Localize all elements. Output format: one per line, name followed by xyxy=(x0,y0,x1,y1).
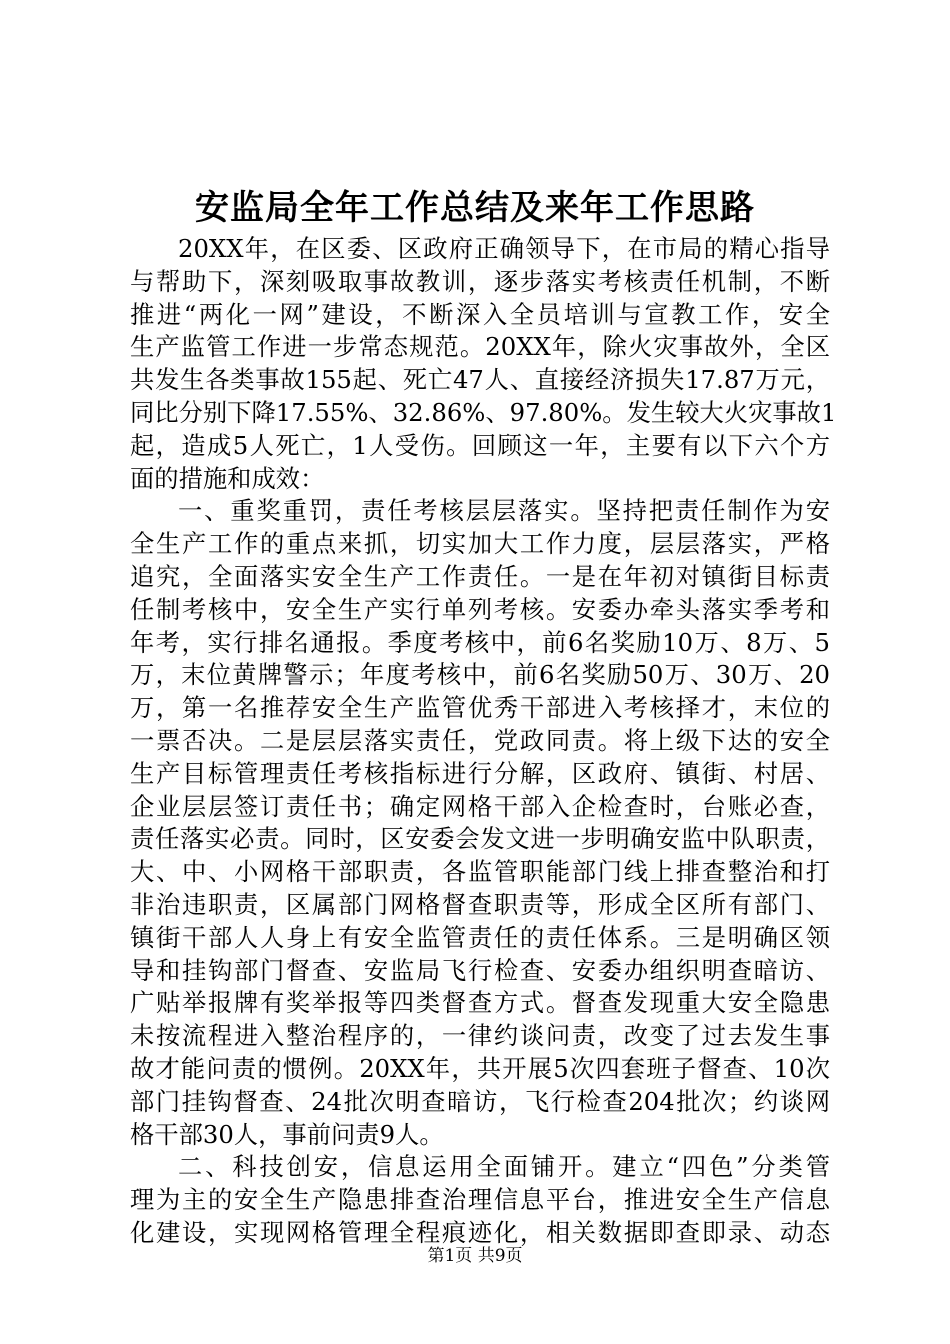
text-line: 任制考核中，安全生产实行单列考核。安委办牵头落实季考和 xyxy=(130,594,830,624)
text-line: 面的措施和成效： xyxy=(130,463,325,493)
text-line: 责任落实必责。同时，区安委会发文进一步明确安监中队职责， xyxy=(130,824,830,854)
text-line: 广贴举报牌有奖举报等四类督查方式。督查发现重大安全隐患 xyxy=(130,988,830,1018)
text-line: 大、中、小网格干部职责，各监管职能部门线上排查整治和打 xyxy=(130,857,830,887)
text-line: 格干部30人，事前问责9人。 xyxy=(130,1119,444,1149)
document-body xyxy=(130,233,837,1250)
text-line: 部门挂钩督查、24批次明查暗访，飞行检查204批次；约谈网 xyxy=(130,1086,830,1116)
text-line: 生产目标管理责任考核指标进行分解，区政府、镇街、村居、 xyxy=(130,758,830,788)
text-line: 一、重奖重罚，责任考核层层落实。坚持把责任制作为安 xyxy=(178,496,830,526)
text-line: 推进“两化一网”建设，不断深入全员培训与宣教工作，安全 xyxy=(130,299,830,329)
text-line: 一票否决。二是层层落实责任，党政同责。将上级下达的安全 xyxy=(130,725,830,755)
text-line: 镇街干部人人身上有安全监管责任的责任体系。三是明确区领 xyxy=(130,922,830,952)
text-line: 万，末位黄牌警示；年度考核中，前6名奖励50万、30万、20 xyxy=(130,660,830,690)
text-line: 非治违职责，区属部门网格督查职责等，形成全区所有部门、 xyxy=(130,889,830,919)
text-line: 故才能问责的惯例。20XX年，共开展5次四套班子督查、10次 xyxy=(130,1053,830,1083)
text-line: 未按流程进入整治程序的，一律约谈问责，改变了过去发生事 xyxy=(130,1021,830,1051)
text-line: 全生产工作的重点来抓，切实加大工作力度，层层落实，严格 xyxy=(130,529,830,559)
text-line: 同比分别下降17.55%、32.86%、97.80%。发生较大火灾事故1 xyxy=(130,397,837,427)
text-line: 追究，全面落实安全生产工作责任。一是在年初对镇街目标责 xyxy=(130,561,830,591)
text-line: 二、科技创安，信息运用全面铺开。建立“四色”分类管 xyxy=(178,1152,830,1182)
text-line: 万，第一名推荐安全生产监管优秀干部进入考核择才，末位的 xyxy=(130,693,830,723)
text-line: 共发生各类事故155起、死亡47人、直接经济损失17.87万元， xyxy=(130,365,830,395)
text-line: 20XX年，在区委、区政府正确领导下，在市局的精心指导 xyxy=(178,234,830,263)
text-line: 起，造成5人死亡，1人受伤。回顾这一年，主要有以下六个方 xyxy=(130,430,830,460)
text-line: 理为主的安全生产隐患排查治理信息平台，推进安全生产信息 xyxy=(130,1185,830,1215)
text-line: 与帮助下，深刻吸取事故教训，逐步落实考核责任机制，不断 xyxy=(130,266,830,296)
text-line: 年考，实行排名通报。季度考核中，前6名奖励10万、8万、5 xyxy=(130,627,830,657)
text-line: 企业层层签订责任书；确定网格干部入企检查时，台账必查， xyxy=(130,791,830,821)
text-line: 导和挂钩部门督查、安监局飞行检查、安委办组织明查暗访、 xyxy=(130,955,830,985)
document-title: 安监局全年工作总结及来年工作思路 xyxy=(195,188,755,228)
page-footer: 第1页 共9页 xyxy=(427,1246,523,1266)
text-line: 化建设，实现网格管理全程痕迹化，相关数据即查即录、动态 xyxy=(130,1217,830,1247)
text-line: 生产监管工作进一步常态规范。20XX年，除火灾事故外，全区 xyxy=(130,332,830,362)
